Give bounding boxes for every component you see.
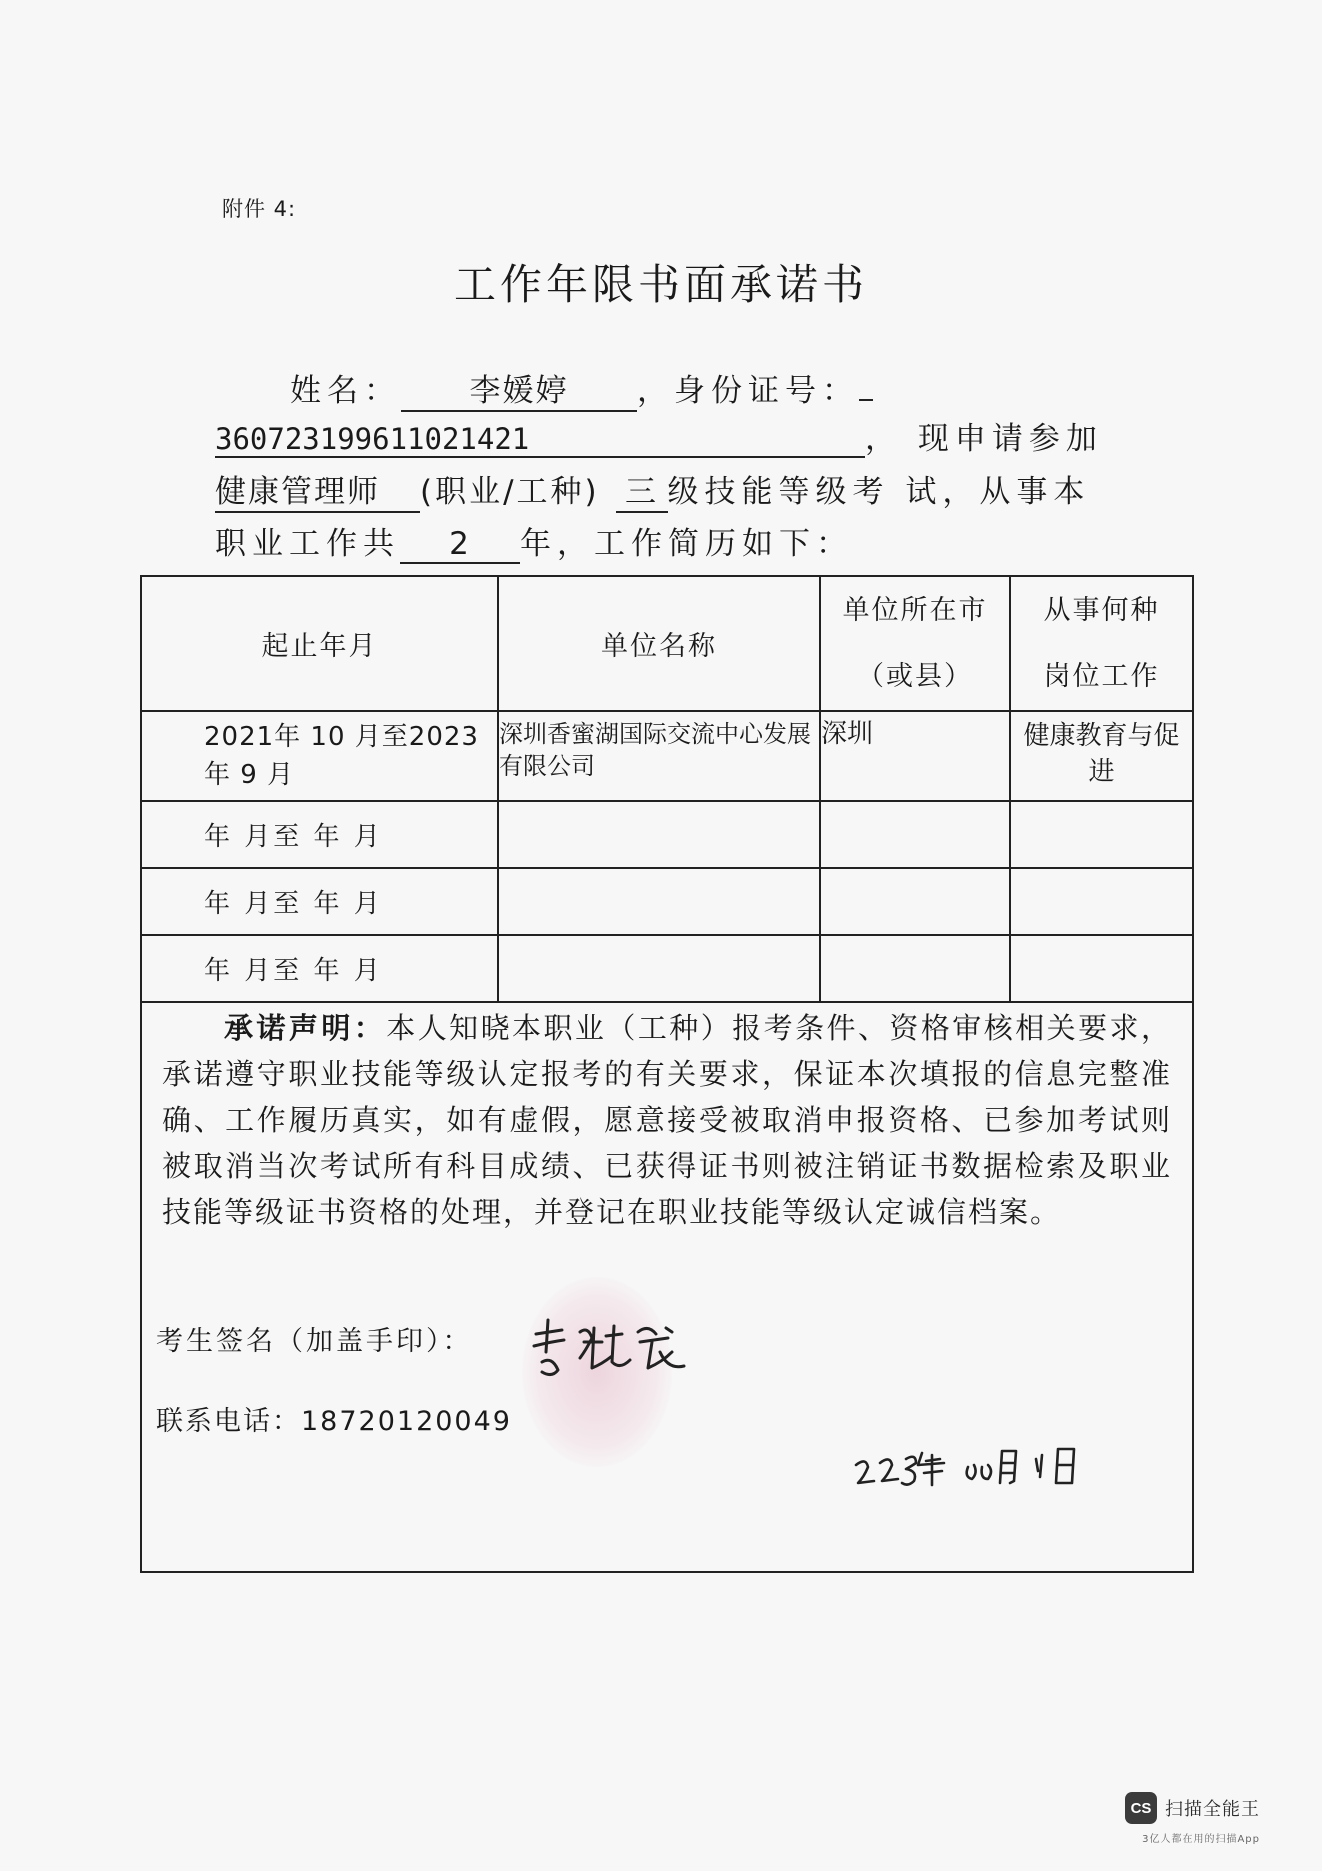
attachment-label: 附件 4:	[222, 197, 297, 221]
table-header-row	[142, 577, 1192, 711]
signature-label: 考生签名（加盖手印）：	[156, 1326, 473, 1357]
row-2-role	[1010, 801, 1192, 868]
camscanner-logo-icon: CS	[1125, 1792, 1157, 1824]
header-city-line2: （或县）	[857, 660, 973, 692]
row-2-city	[820, 801, 1010, 868]
years-prefix: 职业工作共	[215, 526, 400, 562]
header-period: 起止年月	[142, 577, 498, 711]
header-city-line1: 单位所在市	[842, 594, 988, 626]
row-2-period: 年 月至 年 月	[142, 801, 498, 868]
table-row	[142, 711, 1192, 801]
scanner-watermark	[1125, 1792, 1260, 1824]
header-city	[820, 577, 1010, 711]
row-3-company	[498, 868, 820, 935]
table-row	[142, 935, 1192, 1002]
intro-line-3	[215, 466, 1090, 513]
occupation-suffix: (职业/工种)	[420, 474, 600, 510]
row-4-role	[1010, 935, 1192, 1002]
row-4-city	[820, 935, 1010, 1002]
occupation-value: 健康管理师	[215, 466, 420, 513]
phone-number: 18720120049	[301, 1406, 512, 1437]
id-label: ，身份证号：	[637, 373, 859, 409]
level-suffix: 级技能等级考 试，从事本	[667, 474, 1091, 510]
work-history-table	[142, 577, 1192, 1003]
row-4-company	[498, 935, 820, 1002]
intro-line-2	[215, 413, 1103, 458]
handwritten-signature	[522, 1312, 702, 1387]
phone-line	[156, 1399, 512, 1438]
intro-line-4	[215, 518, 853, 564]
years-value: 2	[400, 526, 520, 564]
row-4-period: 年 月至 年 月	[142, 935, 498, 1002]
work-history-frame	[140, 575, 1194, 1573]
handwritten-date	[852, 1437, 1122, 1499]
watermark-brand: 扫描全能王	[1165, 1799, 1260, 1820]
row-3-role	[1010, 868, 1192, 935]
id-number: 360723199611021421	[215, 422, 865, 458]
name-value: 李媛婷	[401, 365, 637, 412]
header-role-line2: 岗位工作	[1043, 660, 1160, 692]
declaration-text: 本人知晓本职业（工种）报考条件、资格审核相关要求，承诺遵守职业技能等级认定报考的有关要求，保证本次填报的信息完整准确、工作履历真实，如有虚假，愿意接受被取消申报资格、已参加考试则被取消当次考试所有科目成绩、已获得证书则被注销证书数据检索及职业技能等级证书资格的处理，并登记在职业技能等级认定诚信档案。	[162, 1011, 1172, 1229]
row-3-period: 年 月至 年 月	[142, 868, 498, 935]
row-3-city	[820, 868, 1010, 935]
row-1-period	[142, 711, 498, 801]
declaration	[162, 1005, 1172, 1235]
declaration-label: 承诺声明：	[224, 1011, 387, 1045]
apply-text: ， 现申请参加	[865, 421, 1103, 457]
header-role-line1: 从事何种	[1043, 594, 1160, 626]
table-row	[142, 868, 1192, 935]
watermark-tagline: 3亿人都在用的扫描App	[1142, 1834, 1260, 1845]
table-row	[142, 801, 1192, 868]
header-role	[1010, 577, 1192, 711]
years-suffix: 年，工作简历如下：	[520, 526, 853, 562]
name-label: 姓名：	[290, 373, 401, 409]
row-2-company	[498, 801, 820, 868]
row-1-role: 健康教育与促进	[1010, 711, 1192, 801]
intro-line-1	[290, 365, 873, 412]
level-value: 三	[616, 466, 668, 513]
row-1-company: 深圳香蜜湖国际交流中心发展有限公司	[498, 711, 820, 801]
row-1-period-text: 2021年 10 月至2023年 9 月	[204, 722, 479, 790]
id-blank	[859, 399, 873, 401]
header-company: 单位名称	[498, 577, 820, 711]
document-title: 工作年限书面承诺书	[453, 260, 868, 309]
phone-label: 联系电话：	[156, 1406, 301, 1437]
row-1-city: 深圳	[820, 711, 1010, 801]
